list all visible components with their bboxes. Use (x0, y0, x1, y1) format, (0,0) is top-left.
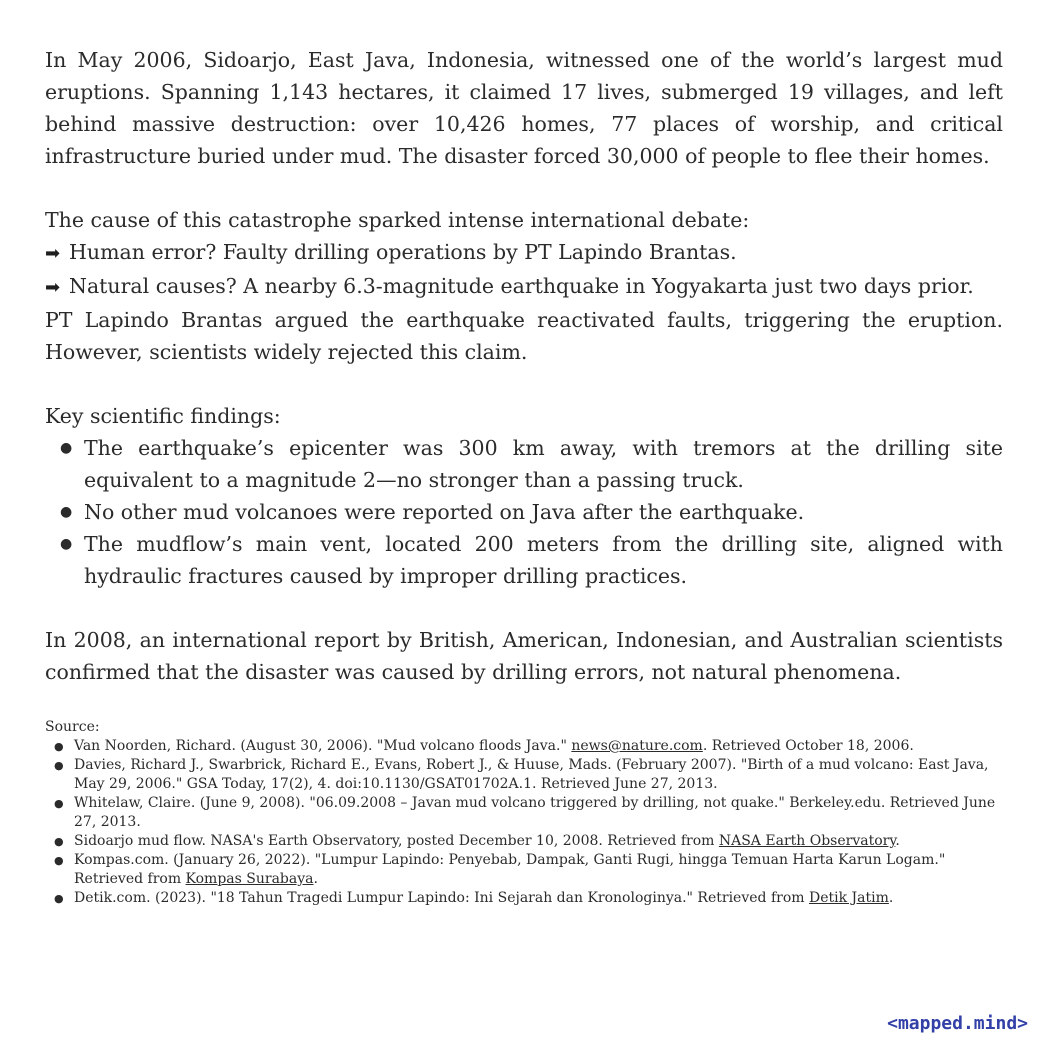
finding-text: The earthquake’s epicenter was 300 km away, with tremors at the drilling site equivalent to a magnitude 2—no stronger than a passing truck. (84, 436, 1003, 492)
intro-paragraph: In May 2006, Sidoarjo, East Java, Indonesia, witnessed one of the world’s largest mud eruptions. Spanning 1,143 hectares, it claimed 17 lives, submerged 19 villages, and left behind massive destruction: over 10,426 homes, 77 places of worship, and critical infrastructure buried under mud. The disaster forced 30,000 of people to flee their homes. (45, 48, 1003, 168)
bullet-icon: ● (54, 759, 64, 772)
source-link-nature[interactable]: news@nature.com (571, 738, 703, 754)
article (45, 44, 1003, 908)
list-item (60, 528, 1003, 592)
source-text: Whitelaw, Claire. (June 9, 2008). "06.09.2008 – Javan mud volcano triggered by drilling, not quake." Berkeley.edu. Retrieved June 27, 2013. (74, 795, 996, 830)
bullet-icon: ● (54, 854, 64, 867)
sources-list (45, 737, 1003, 908)
list-item (60, 432, 1003, 496)
cause-item-natural (45, 270, 1003, 304)
spacer (45, 172, 1003, 204)
cause-intro: The cause of this catastrophe sparked intense international debate: (45, 208, 750, 232)
source-link-nasa[interactable]: NASA Earth Observatory (718, 833, 896, 849)
source-item (54, 756, 1003, 794)
source-item (54, 794, 1003, 832)
right-arrow-icon: ➡ (45, 277, 61, 298)
bullet-icon: ● (60, 440, 73, 456)
findings-title: Key scientific findings: (45, 404, 281, 428)
bullet-icon: ● (60, 504, 73, 520)
finding-text: The mudflow’s main vent, located 200 meters from the drilling site, aligned with hydraulic fractures caused by improper drilling practices. (84, 532, 1003, 588)
lapindo-claim-paragraph: PT Lapindo Brantas argued the earthquake reactivated faults, triggering the eruption. However, scientists widely rejected this claim. (45, 308, 1003, 364)
finding-text: No other mud volcanoes were reported on Java after the earthquake. (84, 500, 805, 524)
bullet-icon: ● (54, 835, 64, 848)
source-text-end: . (888, 890, 894, 906)
source-link-kompas[interactable]: Kompas Surabaya (185, 871, 314, 887)
spacer (45, 592, 1003, 624)
source-text-end: . (895, 833, 900, 849)
source-item (54, 737, 1003, 756)
brand-logo: <mapped.mind> (887, 1013, 1028, 1034)
source-text-end: . Retrieved October 18, 2006. (702, 738, 914, 754)
spacer (45, 368, 1003, 400)
source-link-detik[interactable]: Detik Jatim (808, 890, 889, 906)
source-item (54, 832, 1003, 851)
source-text-end: . (313, 871, 318, 887)
source-text: Kompas.com. (January 26, 2022). "Lumpur Lapindo: Penyebab, Dampak, Ganti Rugi, hingga Temuan Harta Karun Logam." Retrieved from (74, 852, 946, 887)
source-item (54, 851, 1003, 889)
source-text: Van Noorden, Richard. (August 30, 2006). "Mud volcano floods Java." (74, 738, 572, 754)
cause-item-human-error (45, 236, 1003, 270)
bullet-icon: ● (54, 740, 64, 753)
source-text: Sidoarjo mud flow. NASA's Earth Observatory, posted December 10, 2008. Retrieved from (74, 833, 719, 849)
list-item (60, 496, 1003, 528)
cause-item-text: Human error? Faulty drilling operations by PT Lapindo Brantas. (69, 240, 737, 264)
bullet-icon: ● (54, 892, 64, 905)
bullet-icon: ● (54, 797, 64, 810)
cause-item-text: Natural causes? A nearby 6.3-magnitude earthquake in Yogyakarta just two days prior. (69, 274, 974, 298)
source-text: Detik.com. (2023). "18 Tahun Tragedi Lumpur Lapindo: Ini Sejarah dan Kronologinya." Retrieved from (74, 890, 809, 906)
findings-list (45, 432, 1003, 592)
source-item (54, 889, 1003, 908)
bullet-icon: ● (60, 536, 73, 552)
right-arrow-icon: ➡ (45, 243, 61, 264)
source-text: Davies, Richard J., Swarbrick, Richard E., Evans, Robert J., & Huuse, Mads. (February 2007). "Birth of a mud volcano: East Java, May 29, 2006." GSA Today, 17(2), 4. doi:10.1130/GSAT01702A.1. Retrieved June 27, 2013. (74, 757, 989, 792)
sources-section (45, 718, 1003, 908)
conclusion-paragraph: In 2008, an international report by British, American, Indonesian, and Australian scientists confirmed that the disaster was caused by drilling errors, not natural phenomena. (45, 628, 1003, 684)
sources-label: Source: (45, 719, 100, 735)
